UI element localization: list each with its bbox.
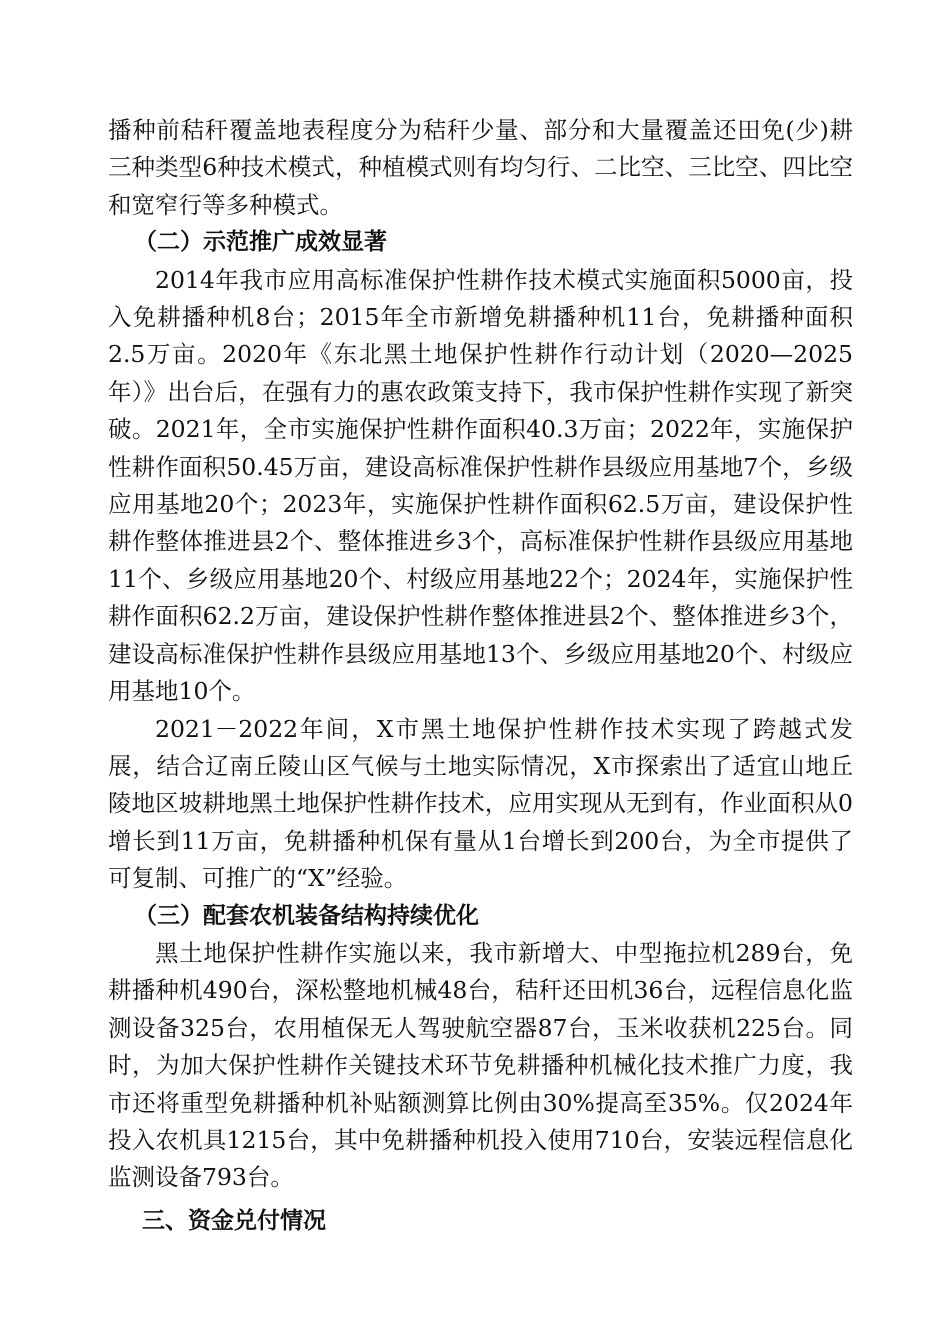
paragraph-leapfrog-development: 2021－2022年间，X市黑土地保护性耕作技术实现了跨越式发展，结合辽南丘陵山区气候与土地实际情况，X市探索出了适宜山地丘陵地区坡耕地黑土地保护性耕作技术，应用实现从无到有，作业面积从0增长到11万亩，免耕播种机保有量从1台增长到200台，为全市提供了可复制、可推广的“X”经验。 [108,714,853,893]
heading-demonstration-results: （二）示范推广成效显著 [134,229,387,256]
heading-fund-payment: 三、资金兑付情况 [142,1207,326,1234]
paragraph-intro: 播种前秸秆覆盖地表程度分为秸秆少量、部分和大量覆盖还田免(少)耕三种类型6种技术模式，种植模式则有均匀行、二比空、三比空、四比空和宽窄行等多种模式。 [108,116,853,219]
paragraph-machinery-statistics: 黑土地保护性耕作实施以来，我市新增大、中型拖拉机289台，免耕播种机490台，深松整地机械48台，秸秆还田机36台，远程信息化监测设备325台，农用植保无人驾驶航空器87台，玉米收获机225台。同时，为加大保护性耕作关键技术环节免耕播种机械化技术推广力度，我市还将重型免耕播种机补贴额测算比例由30%提高至35%。仅2024年投入农机具1215台，其中免耕播种机投入使用710台，安装远程信息化监测设备793台。 [108,938,853,1192]
document-page [108,112,853,1240]
paragraph-promotion-statistics: 2014年我市应用高标准保护性耕作技术模式实施面积5000亩，投入免耕播种机8台；2015年全市新增免耕播种机11台，免耕播种面积2.5万亩。2020年《东北黑土地保护性耕作行动计划（2020—2025年）》出台后，在强有力的惠农政策支持下，我市保护性耕作实现了新突破。2021年，全市实施保护性耕作面积40.3万亩；2022年，实施保护性耕作面积50.45万亩，建设高标准保护性耕作县级应用基地7个，乡级应用基地20个；2023年，实施保护性耕作面积62.5万亩，建设保护性耕作整体推进县2个、整体推进乡3个，高标准保护性耕作县级应用基地11个、乡级应用基地20个、村级应用基地22个；2024年，实施保护性耕作面积62.2万亩，建设保护性耕作整体推进县2个、整体推进乡3个，建设高标准保护性耕作县级应用基地13个、乡级应用基地20个、村级应用基地10个。 [108,265,853,706]
heading-machinery-optimization: （三）配套农机装备结构持续优化 [134,902,479,929]
